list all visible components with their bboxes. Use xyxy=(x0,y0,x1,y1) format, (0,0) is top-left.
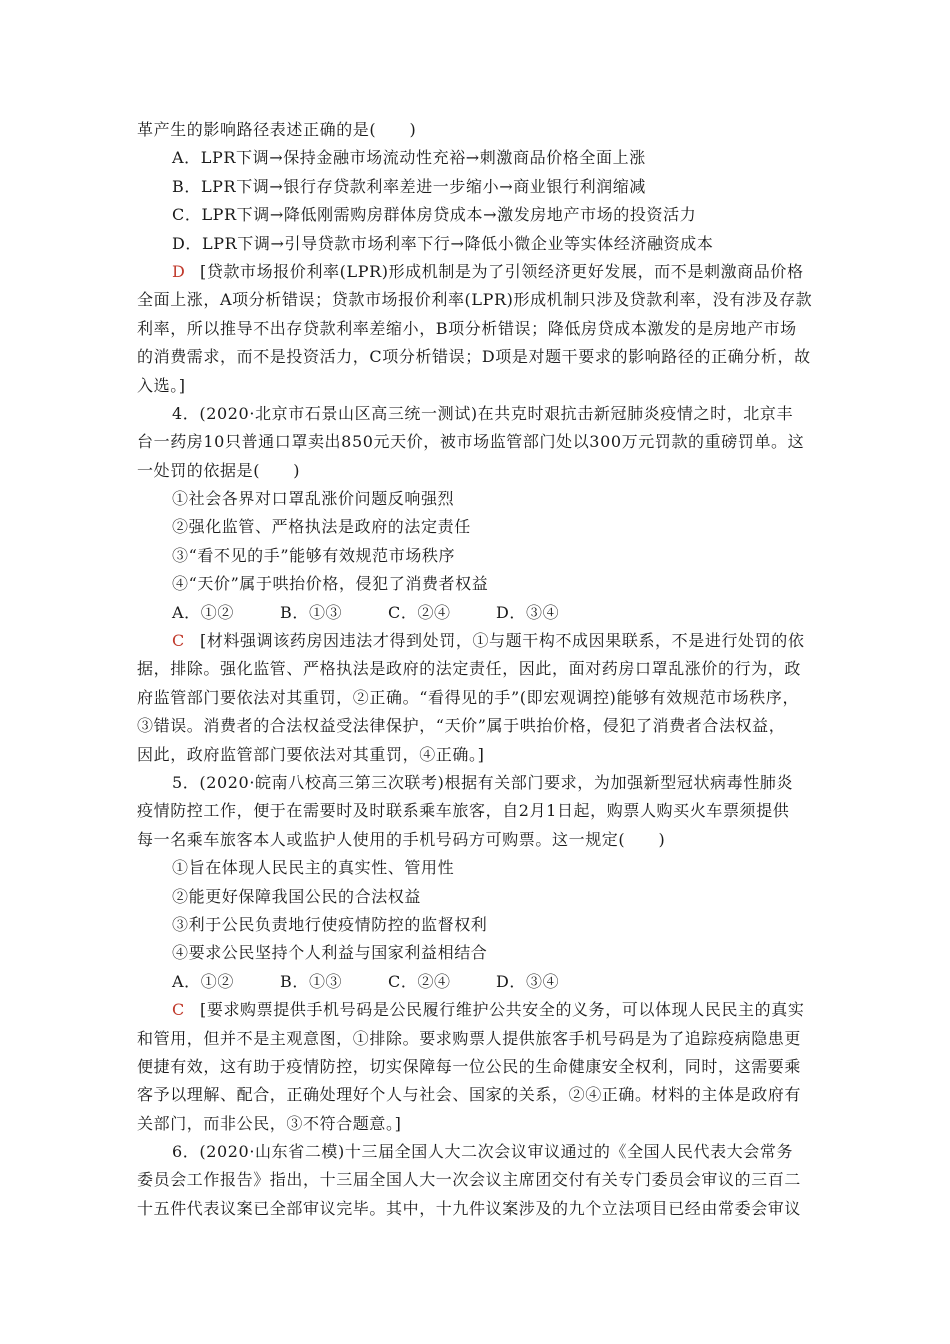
answer-options-line xyxy=(137,968,817,996)
answer-explanation-line xyxy=(137,996,817,1024)
answer-options-line xyxy=(137,599,817,627)
text-line xyxy=(137,939,817,967)
text-line xyxy=(137,1138,817,1166)
text-line xyxy=(137,826,817,854)
line-text: 十五件代表议案已全部审议完毕。其中，十九件议案涉及的九个立法项目已经由常委会审议 xyxy=(137,1198,802,1218)
option-label: D．③④ xyxy=(496,971,560,991)
line-text: C．LPR下调→降低刚需购房群体房贷成本→激发房地产市场的投资活力 xyxy=(172,205,697,225)
text-line xyxy=(137,400,817,428)
line-text: 一处罚的依据是( ) xyxy=(137,460,301,480)
document-page xyxy=(137,116,817,1223)
text-line xyxy=(137,712,817,740)
answer-explanation-line xyxy=(137,627,817,655)
line-text: 台一药房10只普通口罩卖出850元天价，被市场监管部门处以300万元罚款的重磅罚单。这 xyxy=(137,432,805,452)
line-text: ③“看不见的手”能够有效规范市场秩序 xyxy=(172,545,456,565)
line-text: ②能更好保障我国公民的合法权益 xyxy=(172,886,422,906)
line-text: ①社会各界对口罩乱涨价问题反响强烈 xyxy=(172,489,455,509)
line-text: 因此，政府监管部门要依法对其重罚，④正确。] xyxy=(137,744,485,764)
text-line xyxy=(137,911,817,939)
option-label: A．①② xyxy=(172,971,234,991)
answer-letter: C xyxy=(172,1000,185,1020)
text-line xyxy=(137,1081,817,1109)
line-text: ③错误。消费者的合法权益受法律保护，“天价”属于哄抬价格，侵犯了消费者合法权益， xyxy=(137,716,786,736)
line-text: 每一名乘车旅客本人或监护人使用的手机号码方可购票。这一规定( ) xyxy=(137,829,666,849)
line-text: 革产生的影响路径表述正确的是( ) xyxy=(137,120,417,139)
option-label: C．②④ xyxy=(388,602,451,622)
line-text: 6．(2020·山东省二模)十三届全国人大二次会议审议通过的《全国人民代表大会常务 xyxy=(172,1142,794,1162)
text-line xyxy=(137,513,817,541)
line-text: 府监管部门要依法对其重罚，②正确。“看得见的手”(即宏观调控)能够有效规范市场秩序， xyxy=(137,687,800,707)
text-line xyxy=(137,1166,817,1194)
text-line xyxy=(137,286,817,314)
option-label: A．①② xyxy=(172,602,234,622)
text-line xyxy=(137,1110,817,1138)
text-line xyxy=(137,655,817,683)
text-line xyxy=(137,343,817,371)
text-line xyxy=(137,457,817,485)
text-line xyxy=(137,797,817,825)
line-text: A．LPR下调→保持金融市场流动性充裕→刺激商品价格全面上涨 xyxy=(172,148,646,168)
line-text: 全面上涨，A项分析错误；贷款市场报价利率(LPR)形成机制只涉及贷款利率，没有涉及存款 xyxy=(137,290,813,310)
text-line xyxy=(137,769,817,797)
option-label: C．②④ xyxy=(388,971,451,991)
line-text: 4．(2020·北京市石景山区高三统一测试)在共克时艰抗击新冠肺炎疫情之时，北京丰 xyxy=(172,403,794,423)
line-text: 委员会工作报告》指出，十三届全国人大一次会议主席团交付有关专门委员会审议的三百二 xyxy=(137,1170,802,1190)
text-line xyxy=(137,854,817,882)
text-line xyxy=(137,1053,817,1081)
line-text: 据，排除。强化监管、严格执法是政府的法定责任，因此，面对药房口罩乱涨价的行为，政 xyxy=(137,659,802,679)
line-text: ②强化监管、严格执法是政府的法定责任 xyxy=(172,517,471,537)
line-text: 入选。] xyxy=(137,375,186,395)
line-text: 疫情防控工作，便于在需要时及时联系乘车旅客，自2月1日起，购票人购买火车票须提供 xyxy=(137,801,790,821)
line-text: 5．(2020·皖南八校高三第三次联考)根据有关部门要求，为加强新型冠状病毒性肺炎 xyxy=(172,772,794,792)
text-line xyxy=(137,173,817,201)
answer-letter: C xyxy=(172,631,185,651)
line-text: D．LPR下调→引导贷款市场利率下行→降低小微企业等实体经济融资成本 xyxy=(172,233,714,253)
option-label: B．①③ xyxy=(280,971,343,991)
text-line xyxy=(137,570,817,598)
line-text: ①旨在体现人民民主的真实性、管用性 xyxy=(172,858,455,878)
option-label: D．③④ xyxy=(496,602,560,622)
text-line xyxy=(137,1025,817,1053)
text-line xyxy=(137,684,817,712)
text-line xyxy=(137,144,817,172)
line-text: [材料强调该药房因违法才得到处罚，①与题干构不成因果联系，不是进行处罚的依 xyxy=(200,631,805,651)
line-text: 便捷有效，这有助于疫情防控，切实保障每一位公民的生命健康安全权利，同时，这需要乘 xyxy=(137,1056,802,1076)
line-text: [要求购票提供手机号码是公民履行维护公共安全的义务，可以体现人民民主的真实 xyxy=(200,1000,805,1020)
answer-letter: D xyxy=(172,261,186,281)
text-line xyxy=(137,741,817,769)
option-label: B．①③ xyxy=(280,602,343,622)
text-line xyxy=(137,315,817,343)
line-text: 的消费需求，而不是投资活力，C项分析错误；D项是对题干要求的影响路径的正确分析，故 xyxy=(137,347,811,367)
text-line xyxy=(137,883,817,911)
text-line xyxy=(137,428,817,456)
text-line xyxy=(137,542,817,570)
text-line xyxy=(137,201,817,229)
line-text: 客予以理解、配合，正确处理好个人与社会、国家的关系，②④正确。材料的主体是政府有 xyxy=(137,1085,802,1105)
text-line xyxy=(137,372,817,400)
line-text: 利率，所以推导不出存贷款利率差缩小，B项分析错误；降低房贷成本激发的是房地产市场 xyxy=(137,318,797,338)
line-text: ④“天价”属于哄抬价格，侵犯了消费者权益 xyxy=(172,574,489,594)
line-text: B．LPR下调→银行存贷款利率差进一步缩小→商业银行利润缩减 xyxy=(172,176,647,196)
text-line xyxy=(137,230,817,258)
answer-explanation-line xyxy=(137,258,817,286)
line-text: 和管用，但并不是主观意图，①排除。要求购票人提供旅客手机号码是为了追踪疫病隐患更 xyxy=(137,1028,802,1048)
line-text: 关部门，而非公民，③不符合题意。] xyxy=(137,1113,402,1133)
line-text: ③利于公民负责地行使疫情防控的监督权利 xyxy=(172,914,488,934)
text-line xyxy=(137,116,817,144)
line-text: [贷款市场报价利率(LPR)形成机制是为了引领经济更好发展，而不是刺激商品价格 xyxy=(200,261,804,281)
line-text: ④要求公民坚持个人利益与国家利益相结合 xyxy=(172,943,488,963)
text-line xyxy=(137,1195,817,1223)
text-line xyxy=(137,485,817,513)
